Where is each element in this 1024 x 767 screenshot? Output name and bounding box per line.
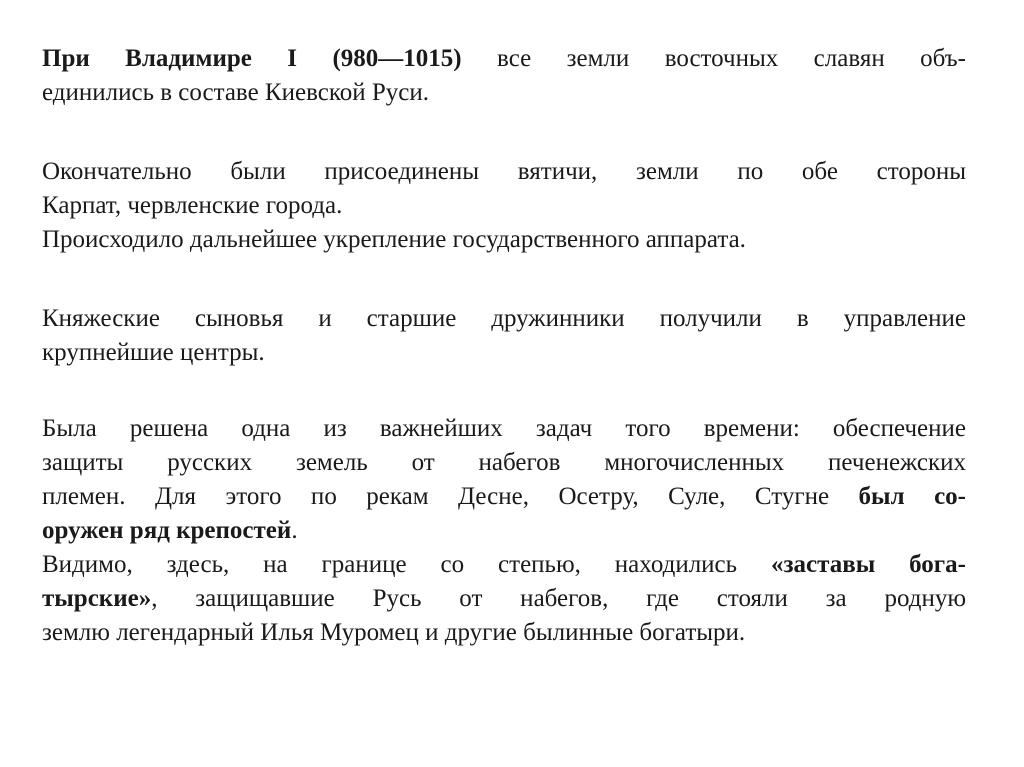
bold-phrase: При Владимире I (980—1015)	[42, 45, 462, 72]
bold-phrase: был со-	[858, 483, 966, 510]
text-line: Княжеские сыновья и старшие дружинники получили в управление	[42, 305, 966, 332]
text-line	[42, 42, 966, 76]
text-line: Карпат, червленские города.	[42, 192, 343, 219]
text-line	[42, 582, 966, 616]
text-line: землю легендарный Илья Муромец и другие былинные богатыри.	[42, 619, 746, 646]
text-line	[42, 548, 966, 582]
text-line	[42, 514, 966, 548]
bold-phrase: тырские»	[42, 585, 152, 612]
text-span: Видимо, здесь, на границе со степью, находились	[42, 551, 771, 578]
text-span: .	[291, 517, 298, 544]
text-line	[42, 480, 966, 514]
paragraph-vladimir	[42, 42, 966, 110]
bold-phrase: «заставы бога-	[770, 551, 966, 578]
text-line: крупнейшие центры.	[42, 339, 265, 366]
text-line: Происходило дальнейшее укрепление государственного аппарата.	[42, 226, 746, 253]
text-line: единились в составе Киевской Руси.	[42, 79, 429, 106]
text-line: Была решена одна из важнейших задач того времени: обеспечение	[42, 415, 966, 442]
paragraph-annexation	[42, 155, 966, 257]
bold-phrase: оружен ряд крепостей	[42, 517, 292, 544]
paragraph-defense	[42, 412, 966, 650]
text-line: защиты русских земель от набегов многочисленных печенежских	[42, 449, 966, 476]
text-line: Окончательно были присоединены вятичи, земли по обе стороны	[42, 158, 966, 185]
text-span: все земли восточных славян объ-	[461, 45, 966, 72]
text-span: , защищавшие Русь от набегов, где стояли за родную	[151, 585, 966, 612]
paragraph-princes	[42, 302, 966, 370]
text-span: племен. Для этого по рекам Десне, Осетру, Суле, Стугне	[42, 483, 859, 510]
